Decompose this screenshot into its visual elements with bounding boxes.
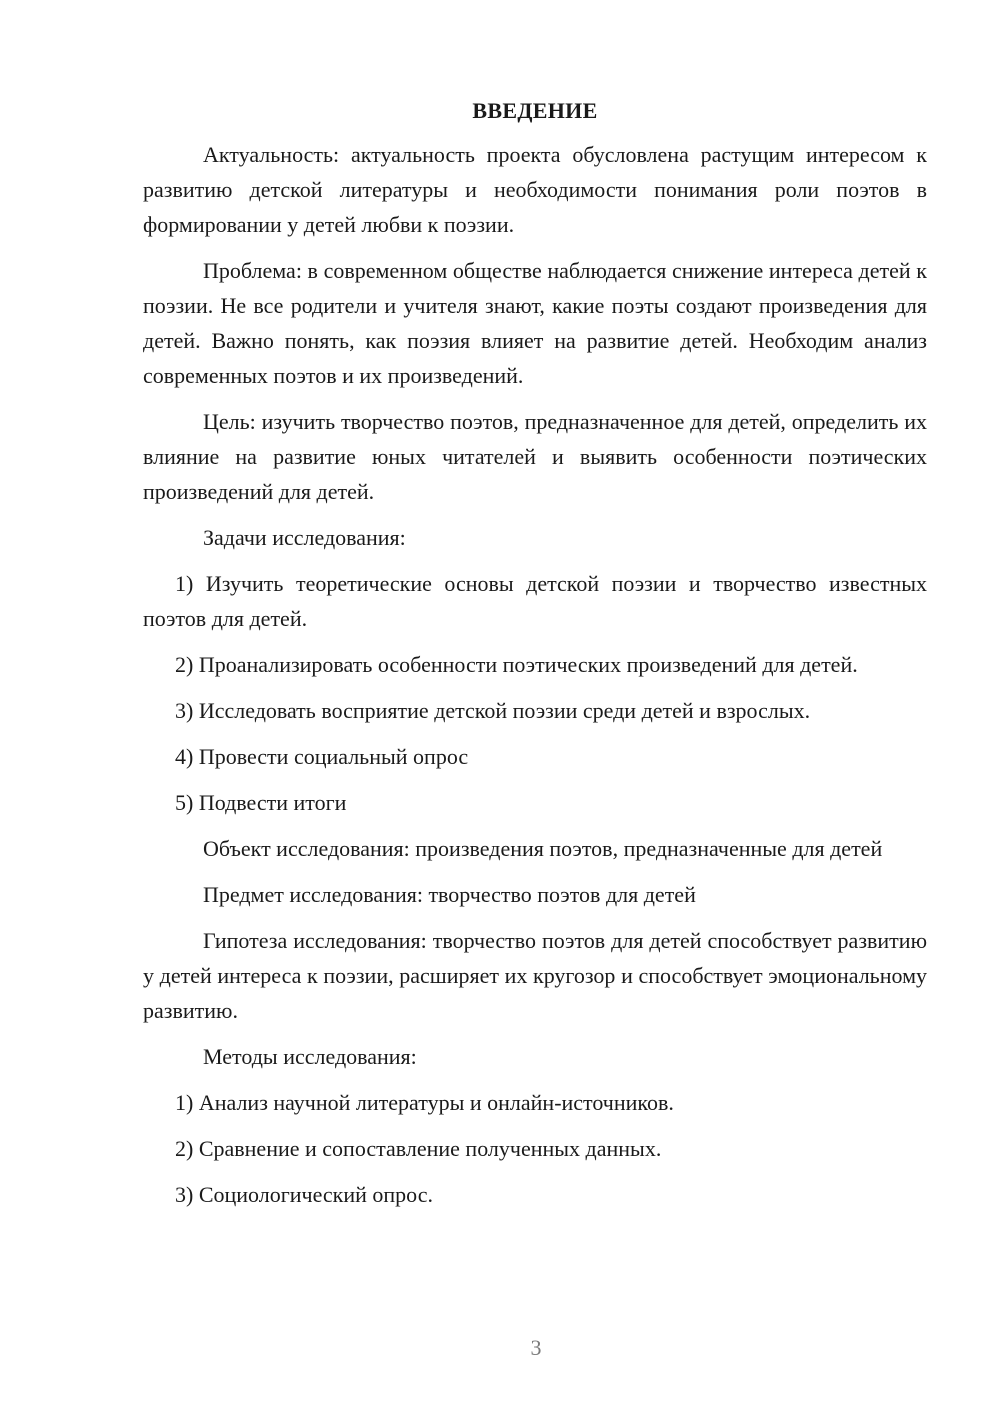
paragraph-object: Объект исследования: произведения поэтов, предназначенные для детей [203, 836, 883, 861]
paragraph-goal: Цель: изучить творчество поэтов, предназначенное для детей, определить их влияние на развитие юных читателей и выявить особенности поэтических произведений для детей. [143, 409, 927, 504]
list-item-task-4: 4) Провести социальный опрос [175, 744, 469, 769]
list-item-task-1: 1) Изучить теоретические основы детской поэзии и творчество известных поэтов для детей. [143, 571, 927, 631]
list-item-method-2: 2) Сравнение и сопоставление полученных данных. [175, 1136, 662, 1161]
page-content [143, 96, 927, 1223]
paragraph-methods-heading: Методы исследования: [203, 1044, 417, 1069]
list-item-task-2: 2) Проанализировать особенности поэтических произведений для детей. [175, 652, 858, 677]
list-item-method-3: 3) Социологический опрос. [175, 1182, 433, 1207]
paragraph-tasks-heading: Задачи исследования: [203, 525, 406, 550]
page-number: 3 [530, 1335, 542, 1360]
list-item-task-3: 3) Исследовать восприятие детской поэзии среди детей и взрослых. [175, 698, 811, 723]
paragraph-subject: Предмет исследования: творчество поэтов для детей [203, 882, 696, 907]
paragraph-hypothesis: Гипотеза исследования: творчество поэтов для детей способствует развитию у детей интереса к поэзии, расширяет их кругозор и способствует эмоциональному развитию. [143, 928, 927, 1023]
page-title: ВВЕДЕНИЕ [472, 98, 598, 123]
list-item-method-1: 1) Анализ научной литературы и онлайн-источников. [175, 1090, 674, 1115]
list-item-task-5: 5) Подвести итоги [175, 790, 347, 815]
paragraph-problem: Проблема: в современном обществе наблюдается снижение интереса детей к поэзии. Не все родители и учителя знают, какие поэты создают произведения для детей. Важно понять, как поэзия влияет на развитие детей. Необходим анализ современных поэтов и их произведений. [143, 258, 927, 388]
paragraph-relevance: Актуальность: актуальность проекта обусловлена растущим интересом к развитию детской литературы и необходимости понимания роли поэтов в формировании у детей любви к поэзии. [143, 142, 927, 237]
